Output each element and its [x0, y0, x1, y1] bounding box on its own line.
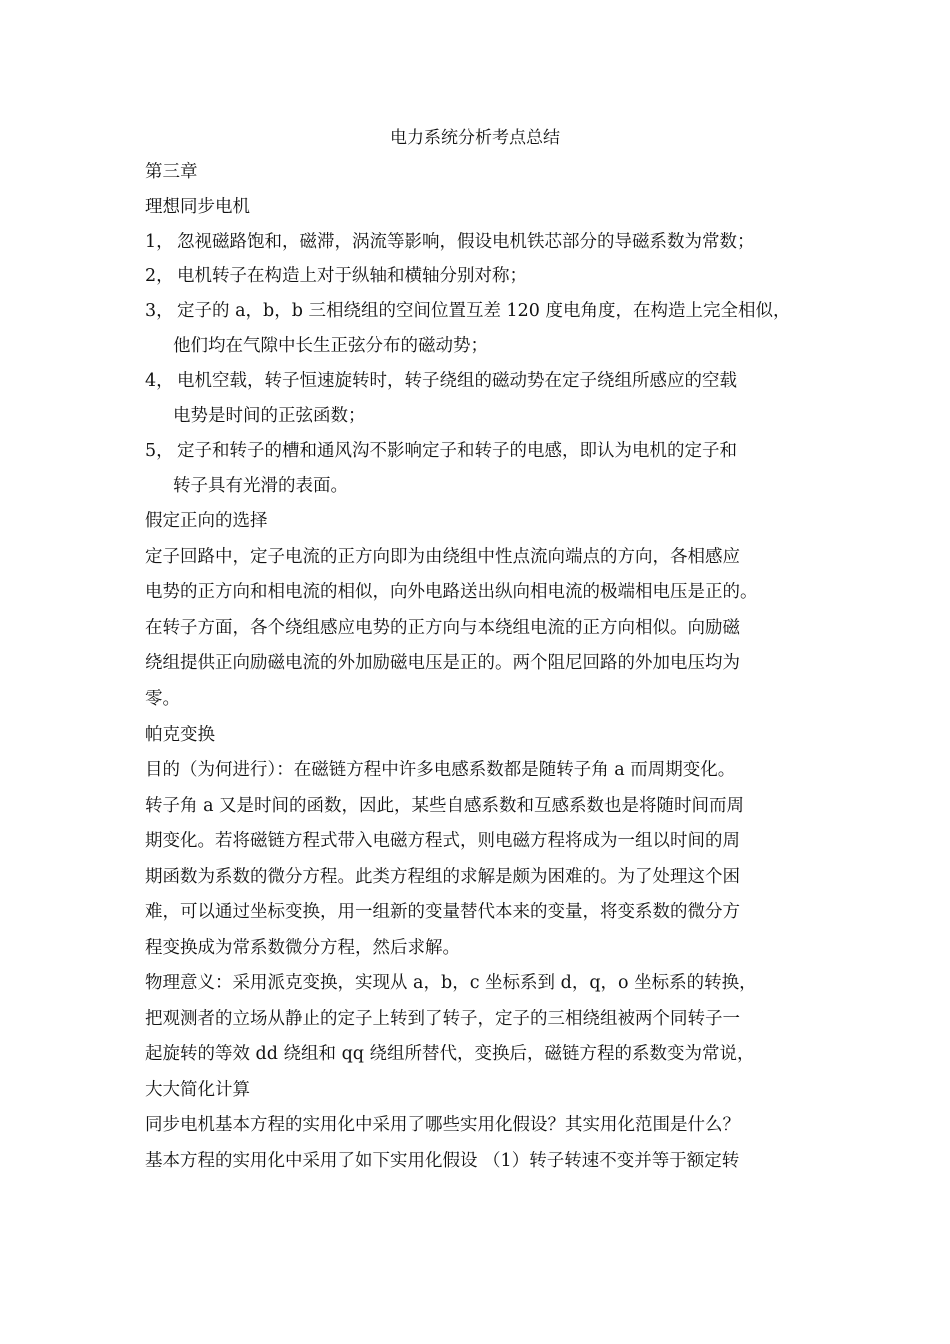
list-item: [145, 230, 755, 254]
document-title: 电力系统分析考点总结: [390, 128, 560, 148]
list-item-continuation: 转子具有光滑的表面。: [173, 476, 348, 496]
paragraph-line: 绕组提供正向励磁电流的外加励磁电压是正的。两个阻尼回路的外加电压均为: [145, 653, 740, 673]
paragraph-line: 期变化。若将磁链方程式带入电磁方程式，则电磁方程将成为一组以时间的周: [145, 831, 740, 851]
list-item-text: 定子和转子的槽和通风沟不影响定子和转子的电感，即认为电机的定子和: [177, 441, 737, 461]
paragraph-line: 在转子方面，各个绕组感应电势的正方向与本绕组电流的正方向相似。向励磁: [145, 618, 740, 638]
section-heading-ideal-machine: 理想同步电机: [145, 197, 250, 217]
list-item: [145, 264, 527, 288]
paragraph-line: 电势的正方向和相电流的相似，向外电路送出纵向相电流的极端相电压是正的。: [145, 582, 758, 602]
paragraph-line: 难，可以通过坐标变换，用一组新的变量替代本来的变量，将变系数的微分方: [145, 902, 740, 922]
list-item-text: 定子的 a，b，b 三相绕组的空间位置互差 120 度电角度，在构造上完全相似，: [177, 301, 791, 321]
list-item-number: 3，: [145, 301, 174, 321]
paragraph-line: 把观测者的立场从静止的定子上转到了转子，定子的三相绕组被两个同转子一: [145, 1009, 740, 1029]
list-item-text: 忽视磁路饱和，磁滞，涡流等影响，假设电机铁芯部分的导磁系数为常数；: [177, 232, 755, 252]
paragraph-line: 大大简化计算: [145, 1080, 250, 1100]
list-item: [145, 299, 791, 323]
list-item-number: 4，: [145, 371, 174, 391]
list-item-text: 电机空载，转子恒速旋转时，转子绕组的磁动势在定子绕组所感应的空载: [177, 371, 737, 391]
chapter-heading: 第三章: [145, 162, 198, 182]
paragraph-line: 定子回路中，定子电流的正方向即为由绕组中性点流向端点的方向，各相感应: [145, 547, 740, 567]
list-item: [145, 439, 737, 463]
paragraph-line: 转子角 a 又是时间的函数，因此，某些自感系数和互感系数也是将随时间而周: [145, 796, 745, 816]
paragraph-line: 目的（为何进行）：在磁链方程中许多电感系数都是随转子角 a 而周期变化。: [145, 760, 736, 780]
list-item: [145, 369, 737, 393]
paragraph-line: 程变换成为常系数微分方程，然后求解。: [145, 938, 460, 958]
list-item-number: 2，: [145, 266, 174, 286]
section-heading-direction: 假定正向的选择: [145, 511, 268, 531]
list-item-text: 电机转子在构造上对于纵轴和横轴分别对称；: [177, 266, 527, 286]
section-heading-park: 帕克变换: [145, 725, 215, 745]
paragraph-line: 零。: [145, 689, 180, 709]
list-item-number: 1，: [145, 232, 174, 252]
list-item-continuation: 他们均在气隙中长生正弦分布的磁动势；: [173, 336, 488, 356]
paragraph-line: 物理意义：采用派克变换，实现从 a，b，c 坐标系到 d，q，o 坐标系的转换，: [145, 973, 757, 993]
paragraph-line: 期函数为系数的微分方程。此类方程组的求解是颇为困难的。为了处理这个困: [145, 867, 740, 887]
paragraph-line: 起旋转的等效 dd 绕组和 qq 绕组所替代，变换后，磁链方程的系数变为常说，: [145, 1044, 755, 1064]
answer-line: 基本方程的实用化中采用了如下实用化假设 （1）转子转速不变并等于额定转: [145, 1151, 740, 1171]
question-line: 同步电机基本方程的实用化中采用了哪些实用化假设？其实用化范围是什么？: [145, 1115, 740, 1135]
list-item-continuation: 电势是时间的正弦函数；: [173, 406, 366, 426]
list-item-number: 5，: [145, 441, 174, 461]
